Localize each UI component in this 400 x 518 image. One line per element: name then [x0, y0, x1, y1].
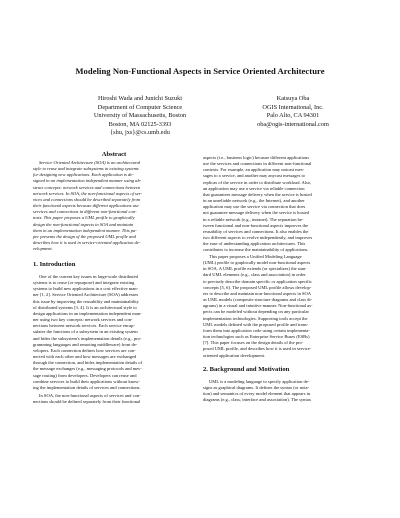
- body-line: not guarantee message delivery when the service is hosted: [203, 210, 310, 216]
- intro-line: ing the implementation details of services and connections.: [33, 384, 141, 390]
- intro-line: sulates the functions of a subsystem in an existing system: [33, 329, 138, 335]
- body-line: an application may use a service via reliable connection: [203, 185, 305, 191]
- intro-line: systems is to reuse (or repurpose) and integrate existing: [33, 280, 135, 286]
- intro-paragraph-2: [33, 393, 195, 405]
- authors-left: [60, 95, 220, 138]
- body-line: UML is a modeling language to specify application de-: [209, 379, 310, 384]
- abstract-line: signed in an implementation independent manner using ab-: [33, 178, 142, 184]
- body-line: in SOA. A UML profile extends (or specializes) the stan-: [203, 266, 307, 272]
- intro-line: ner using two key concepts: network services and con-: [33, 317, 133, 323]
- abstract-heading: Abstract: [101, 151, 127, 158]
- author-affiliation: OGIS International, Inc.: [262, 103, 324, 111]
- intro-line: systems to build new applications in a cost effective man-: [33, 286, 139, 292]
- body-line: pects can be modeled without depending on any particular: [203, 309, 310, 315]
- body-line: [7]. This paper focuses on the design details of the pro-: [203, 340, 304, 346]
- right-paragraph-1: [203, 155, 369, 254]
- body-line: the ease of understanding application architectures. This: [203, 241, 306, 247]
- intro-line: In SOA, the non-functional aspects of services and con-: [39, 393, 141, 398]
- abstract-line: vices and connections should be described separately from: [33, 196, 141, 202]
- author-university: University of Massachusetts, Boston: [93, 112, 187, 120]
- body-line: two different aspects to evolve independently, and improves: [203, 235, 313, 241]
- abstract-line: describes how it is used in service-oriented application de-: [33, 240, 141, 246]
- author-address: Palo Alto, CA 94301: [266, 112, 320, 120]
- author-address: Boston, MA 02125-3393: [108, 120, 172, 128]
- intro-line: nected with each other and how messages are exchanged: [33, 354, 137, 360]
- abstract-line: texts. This paper proposes a UML profile to graphically: [33, 215, 135, 221]
- body-line: to precisely describe domain specific or application specific: [203, 278, 312, 284]
- section-1-heading: 1. Introduction: [33, 261, 76, 268]
- author-department: Department of Computer Science: [97, 103, 183, 111]
- abstract-line: them in an implementation independent manner. This pa-: [33, 227, 137, 233]
- body-line: This paper proposes a Unified Modeling Language: [209, 254, 302, 259]
- body-line: agrams) in a visual and intuitive manner. Non-functional as-: [203, 303, 313, 309]
- authors-right: [228, 95, 358, 129]
- body-line: tion) and semantics of every model element that appears in: [203, 391, 311, 397]
- author-names: Hiroshi Wada and Junichi Suzuki: [97, 95, 183, 102]
- body-line: tion technologies such as Enterprise Service Buses (ESBs): [203, 334, 310, 340]
- author-email: oba@ogis-international.com: [257, 120, 329, 128]
- body-line: in a reliable network (e.g., intranet). The separation be-: [203, 216, 304, 222]
- intro-line: combine services to build their applications without know-: [33, 378, 140, 384]
- body-line: sages to a service, and another may anycast messages to: [203, 173, 306, 179]
- body-line: dard UML elements (e.g., class and association) in order: [203, 272, 306, 278]
- body-line: contributes to increase the maintainability of applications.: [203, 247, 309, 253]
- body-line: diagrams (e.g., class, interface and association). The syntax: [203, 397, 311, 403]
- body-line: signs as graphical diagrams. It defines the syntax (or nota-: [203, 385, 310, 391]
- intro-line: nections should be defined separately from their functional: [33, 399, 141, 405]
- body-line: replicas of the service in order to distribute workload. Also,: [203, 179, 312, 185]
- intro-line: One of the current key issues in large-scale distributed: [39, 274, 138, 279]
- intro-line: nections between network services. Each service encap-: [33, 323, 135, 329]
- intro-line: velopers. Each connection defines how services are con-: [33, 347, 136, 353]
- intro-line: gramming languages and remoting middleware) from de-: [33, 341, 138, 347]
- intro-line: this issue by improving the reusability and maintainability: [33, 298, 139, 304]
- body-line: contexts. For example, an application may unicast mes-: [203, 167, 305, 173]
- intro-line: ner [1, 2]. Service Oriented Architecture (SOA) addresses: [33, 292, 139, 298]
- abstract-line: for designing new applications. Each application is de-: [33, 172, 134, 178]
- intro-line: of distributed systems [3, 4]. It is an architectural style to: [33, 304, 137, 310]
- body-line: oriented application development.: [203, 352, 265, 358]
- body-line: aspects (i.e., business logic) because different applications: [203, 155, 310, 160]
- abstract-line: velopment.: [33, 246, 53, 252]
- intro-line: design applications in an implementation independent man-: [33, 310, 142, 316]
- abstract-text: [33, 160, 195, 252]
- body-line: UML models defined with the proposed profile and trans-: [203, 321, 309, 327]
- body-line: form them into application code using certain implementa-: [203, 327, 310, 333]
- abstract-line: style to reuse and integrate subsystems in existing systems: [33, 166, 139, 172]
- abstract-line: Service Oriented Architecture (SOA) is an architectural: [39, 160, 141, 165]
- intro-line: and hides the subsystem's implementation details (e.g., pro-: [33, 335, 142, 341]
- author-email: {shu, jxs}@cs.umb.edu: [110, 129, 170, 137]
- intro-line: the message exchanges (e.g., messaging protocols and mes-: [33, 366, 142, 372]
- body-line: posed UML profile, and describes how it is used in service-: [203, 346, 312, 352]
- body-line: implementation technologies. Supporting tools accept the: [203, 315, 308, 321]
- background-paragraph-1: [203, 379, 369, 404]
- body-line: (UML) profile to graphically model non-functional aspects: [203, 260, 311, 266]
- abstract-line: network services. In SOA, the non-functional aspects of ser-: [33, 190, 143, 196]
- abstract-line: services and connections in different non-functional con-: [33, 209, 137, 215]
- body-line: reusability of services and connections. It also enables the: [203, 228, 309, 234]
- section-2-heading: 2. Background and Motivation: [203, 366, 290, 373]
- body-line: application may use the service via connection that does: [203, 204, 306, 210]
- abstract-line: stract concepts: network services and connections between: [33, 184, 141, 190]
- intro-line: through the connection, and hides implementation details of: [33, 360, 143, 366]
- body-line: that guarantees message delivery when the service is hosted: [203, 191, 312, 197]
- body-line: ers to describe and maintain non-functional aspects in SOA: [203, 290, 312, 296]
- body-line: use the services and connections in different non-functional: [203, 161, 312, 167]
- abstract-line: per presents the design of the proposed UML profile and: [33, 233, 136, 239]
- body-line: concepts [5, 6]. The proposed UML profile allows develop-: [203, 284, 312, 290]
- abstract-line: design the non-functional aspects in SOA and maintain: [33, 221, 134, 227]
- right-paragraph-2: [203, 254, 369, 359]
- body-line: tween functional and non-functional aspects improves the: [203, 222, 309, 228]
- body-line: as UML models (composite structure diagrams and class di-: [203, 297, 313, 303]
- body-line: in an unreliable network (e.g., the Internet), and another: [203, 198, 305, 204]
- author-name: Katsuya Oba: [276, 95, 310, 102]
- abstract-line: their functional aspects because different applications use: [33, 203, 139, 209]
- intro-line: sage routing) from developers. Developers can reuse and: [33, 372, 137, 378]
- paper-title: Modeling Non-Functional Aspects in Service Oriented Architecture: [75, 66, 325, 76]
- intro-paragraph-1: [33, 274, 195, 391]
